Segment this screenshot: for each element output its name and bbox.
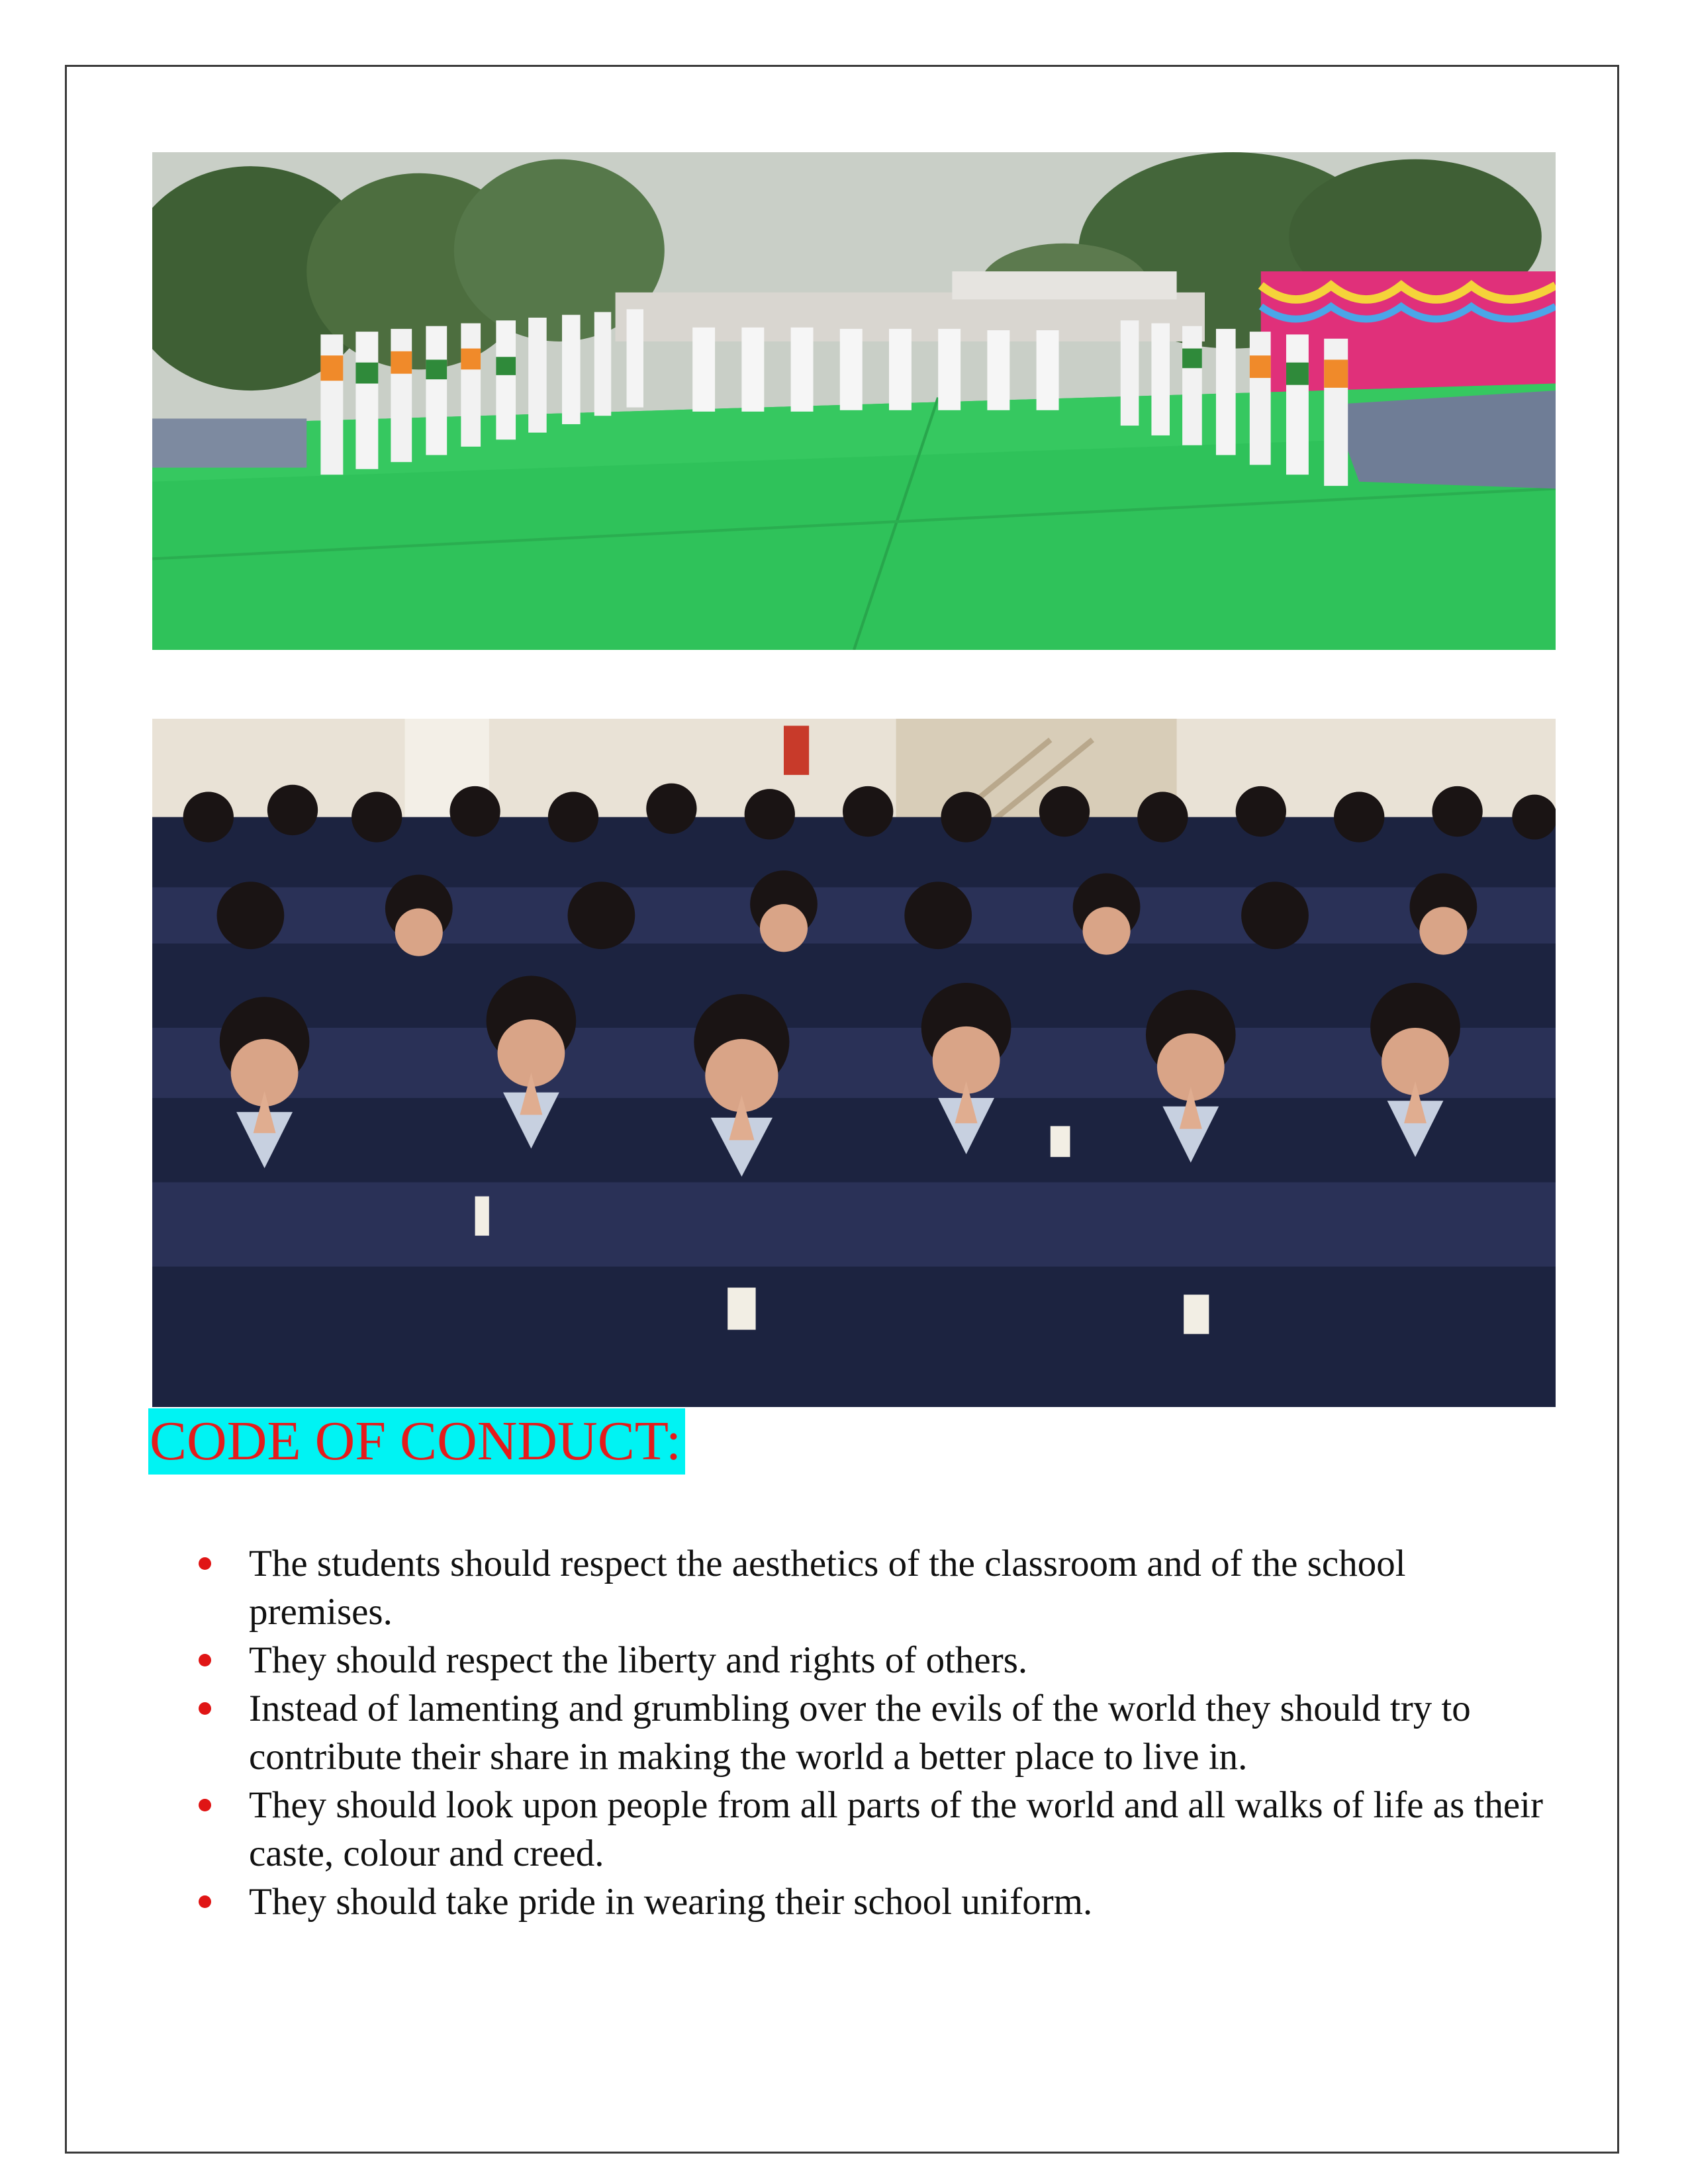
list-item [199,1781,1556,1878]
rule-text: They should look upon people from all parts of the world and all walks of life as their caste, colour and creed. [249,1784,1543,1874]
morning-prayer-photo [152,719,1556,1407]
rule-text: The students should respect the aesthetics of the classroom and of the school premises. [249,1543,1406,1633]
rule-text: They should respect the liberty and rights of others. [249,1639,1028,1681]
list-item [199,1878,1556,1926]
seated-audience [152,418,306,467]
rule-text: They should take pride in wearing their school uniform. [249,1881,1093,1923]
list-item [199,1539,1556,1636]
fire-extinguisher [784,726,809,775]
bullet-icon [199,1895,211,1908]
list-item [199,1636,1556,1684]
distant-building [952,271,1176,299]
bullet-icon [199,1799,211,1811]
code-of-conduct-list [199,1539,1556,1926]
bullet-icon [199,1557,211,1570]
assembly-ceremony-image [152,152,1556,650]
bullet-icon [199,1702,211,1715]
bullet-icon [199,1654,211,1666]
rule-text: Instead of lamenting and grumbling over the evils of the world they should try to contribute their share in making the world a better place to live in. [249,1688,1471,1778]
code-of-conduct-heading: CODE OF CONDUCT: [148,1408,685,1475]
morning-prayer-image [152,719,1556,1407]
list-item [199,1684,1556,1781]
seated-audience [1331,390,1556,488]
assembly-ceremony-photo [152,152,1556,650]
